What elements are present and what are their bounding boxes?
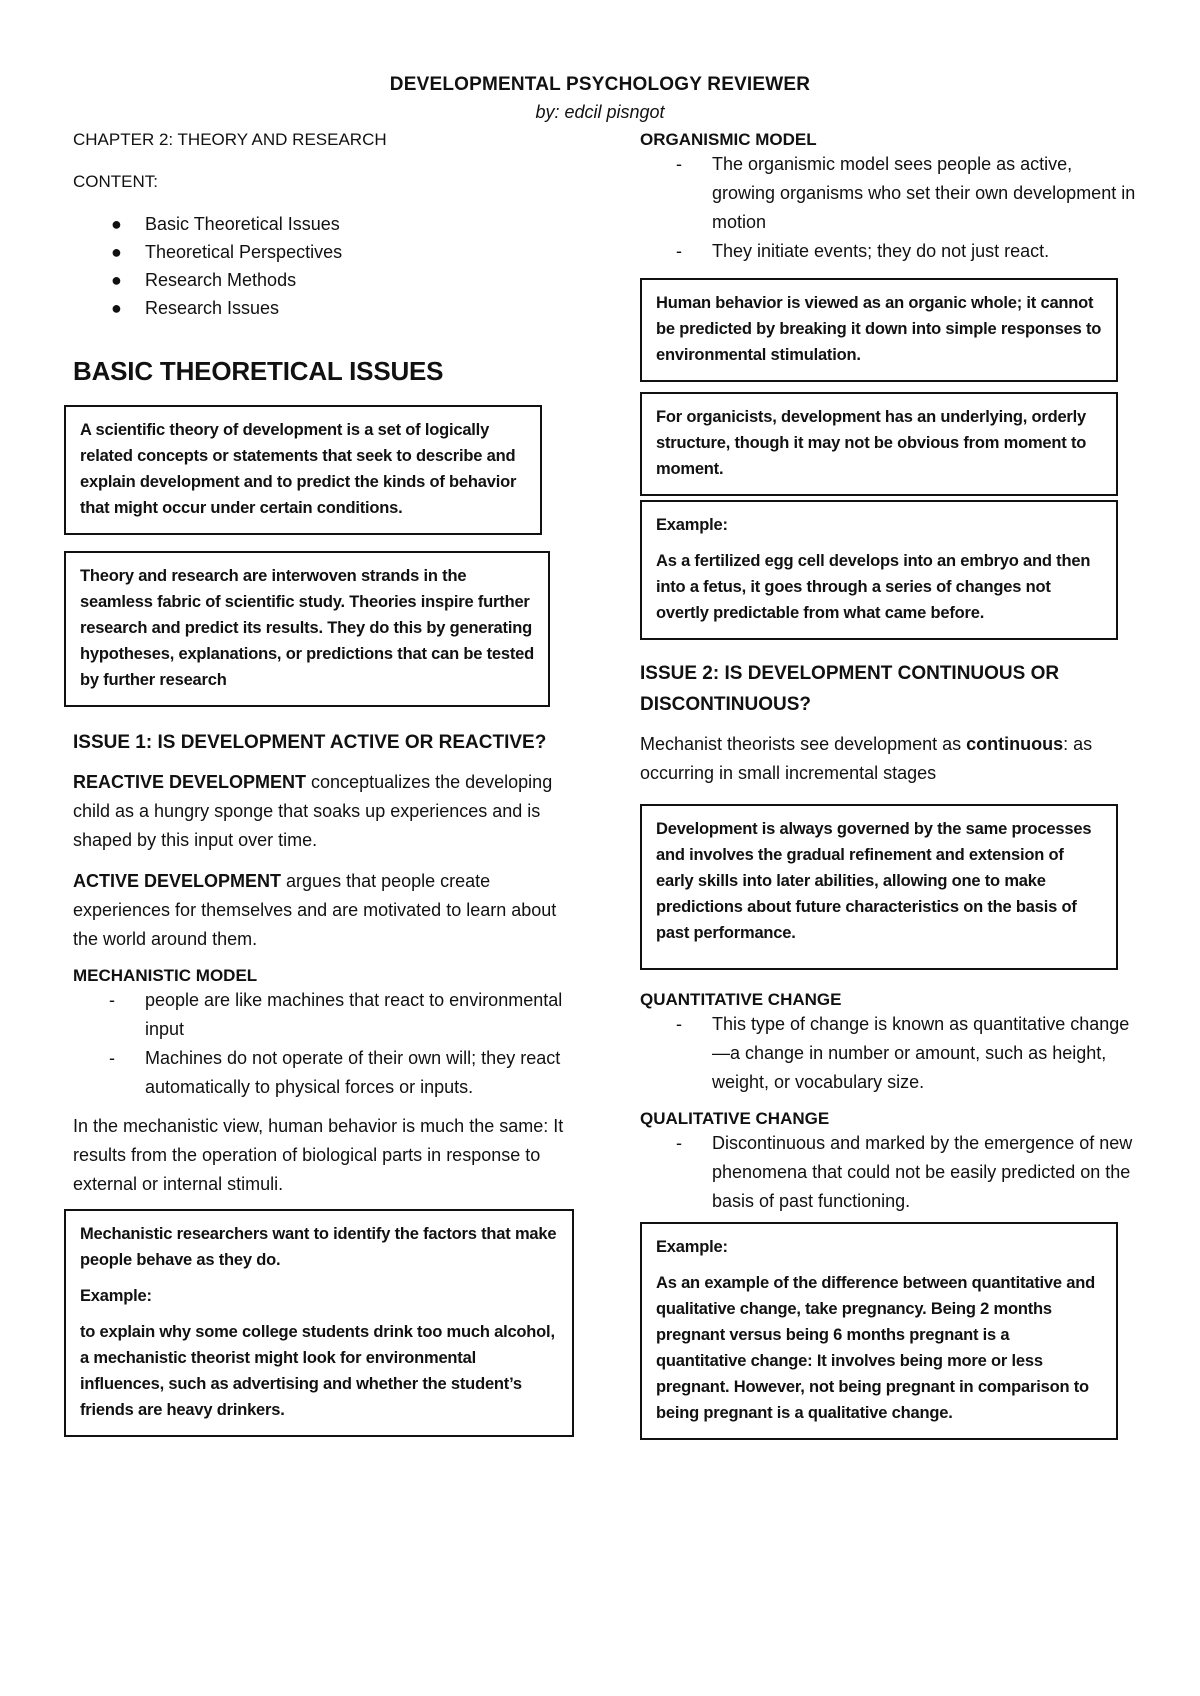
content-list: [73, 210, 573, 322]
organic-whole-box: Human behavior is viewed as an organic whole; it cannot be predicted by breaking it down into simple responses to environmental stimulation.: [640, 278, 1118, 382]
list-item: - They initiate events; they do not just react.: [676, 241, 1050, 261]
organismic-heading: ORGANISMIC MODEL: [640, 130, 817, 149]
list-item: ● Theoretical Perspectives: [73, 238, 573, 266]
qualitative-list: [640, 1129, 1140, 1216]
document-header: [0, 74, 1200, 123]
list-item: - Machines do not operate of their own will; they react automatically to physical forces or inputs.: [109, 1048, 561, 1097]
list-item: - The organismic model sees people as active, growing organisms who set their own development in motion: [676, 154, 1136, 232]
qualitative-heading: QUALITATIVE CHANGE: [640, 1109, 830, 1128]
section-heading: BASIC THEORETICAL ISSUES: [73, 356, 444, 386]
document-title: DEVELOPMENTAL PSYCHOLOGY REVIEWER: [389, 74, 811, 95]
issue1-heading: ISSUE 1: IS DEVELOPMENT ACTIVE OR REACTIVE?: [73, 732, 547, 753]
left-column: [73, 130, 573, 1437]
reactive-paragraph: REACTIVE DEVELOPMENT conceptualizes the developing child as a hungry sponge that soaks up experiences and is shaped by this input over time.: [73, 772, 553, 850]
list-item: - people are like machines that react to environmental input: [109, 990, 563, 1039]
mechanistic-list: [73, 986, 573, 1102]
content-label: CONTENT:: [73, 172, 158, 191]
pregnancy-example-box: Example: As an example of the difference between quantitative and qualitative change, take pregnancy. Being 2 months pregnant versus being 6 months pregnant is a quantitative change: It involves being more or less pregnant. However, not being pregnant in comparison to being pregnant is a qualitative change.: [640, 1222, 1118, 1440]
list-item: ● Basic Theoretical Issues: [73, 210, 573, 238]
list-item: - This type of change is known as quantitative change—a change in number or amount, such as height, weight, or vocabulary size.: [676, 1014, 1130, 1092]
mechanistic-example-box: Mechanistic researchers want to identify the factors that make people behave as they do. Example: to explain why some college students drink too much alcohol, a mechanistic theorist might look for environmental influences, such as advertising and whether the student’s friends are heavy drinkers.: [64, 1209, 574, 1437]
mechanist-paragraph: Mechanist theorists see development as continuous: as occurring in small incremental stages: [640, 734, 1093, 783]
egg-example-box: Example: As a fertilized egg cell develops into an embryo and then into a fetus, it goes through a series of changes not overtly predictable from what came before.: [640, 500, 1118, 640]
quantitative-heading: QUANTITATIVE CHANGE: [640, 990, 842, 1009]
list-item: ● Research Issues: [73, 294, 573, 322]
document-author: by: edcil pisngot: [535, 102, 665, 122]
bullet-icon: ●: [111, 298, 122, 318]
organicists-box: For organicists, development has an underlying, orderly structure, though it may not be obvious from moment to moment.: [640, 392, 1118, 496]
development-governed-box: Development is always governed by the same processes and involves the gradual refinement and extension of early skills into later abilities, allowing one to make predictions about future characteristics on the basis of past performance.: [640, 804, 1118, 970]
theory-research-box: Theory and research are interwoven strands in the seamless fabric of scientific study. Theories inspire further research and predict its results. They do this by generating hypotheses, explanations, or predictions that can be tested by further research: [64, 551, 550, 707]
bullet-icon: ●: [111, 270, 122, 290]
active-paragraph: ACTIVE DEVELOPMENT argues that people create experiences for themselves and are motivated to learn about the world around them.: [73, 871, 557, 949]
quantitative-list: [640, 1010, 1140, 1097]
mechanistic-heading: MECHANISTIC MODEL: [73, 966, 258, 985]
list-item: - Discontinuous and marked by the emergence of new phenomena that could not be easily predicted on the basis of past functioning.: [676, 1133, 1133, 1211]
organismic-list: [640, 150, 1140, 266]
bullet-icon: ●: [111, 242, 122, 262]
theory-definition-box: A scientific theory of development is a set of logically related concepts or statements that seek to describe and explain development and to predict the kinds of behavior that might occur under certain conditions.: [64, 405, 542, 535]
mechanistic-view-paragraph: In the mechanistic view, human behavior is much the same: It results from the operation of biological parts in response to external or internal stimuli.: [73, 1116, 564, 1194]
right-column: [640, 130, 1140, 1440]
issue2-heading: ISSUE 2: IS DEVELOPMENT CONTINUOUS OR DISCONTINUOUS?: [640, 663, 1060, 715]
bullet-icon: ●: [111, 214, 122, 234]
chapter-label: CHAPTER 2: THEORY AND RESEARCH: [73, 130, 387, 149]
list-item: ● Research Methods: [73, 266, 573, 294]
